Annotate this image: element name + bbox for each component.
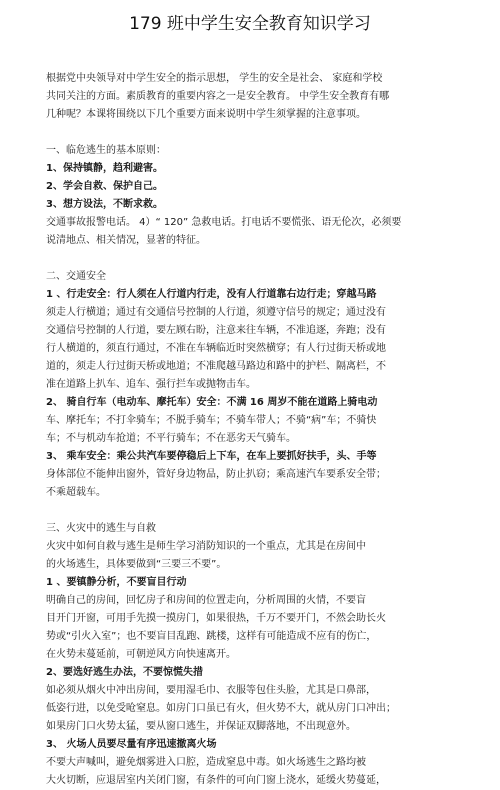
- text-line: 1 、要镇静分析，不要盲目行动: [46, 577, 187, 588]
- text-line: 不乘超载车。: [46, 487, 106, 498]
- text-line: 交通信号控制的人行道，要左顾右盼，注意来往车辆，不准追逐，奔跑；没有: [46, 325, 386, 336]
- text-line: 3、 火场人员要尽量有序迅速撤离火场: [46, 739, 217, 750]
- text-line: 车；不与机动车抢道；不平行骑车；不在恶劣天气骑车。: [46, 433, 296, 444]
- document-title: 179 班中学生安全教育知识学习: [129, 14, 371, 34]
- text-line: 三、火灾中的逃生与自救: [46, 523, 156, 534]
- text-line: 大火切断，应退居室内关闭门窗，有条件的可向门窗上浇水，延缓火势蔓延，: [46, 775, 386, 786]
- text-line: 1、保持镇静，趋利避害。: [46, 163, 163, 174]
- text-line: 火灾中如何自救与逃生是师生学习消防知识的一个重点，尤其是在房间中: [46, 541, 366, 552]
- text-line: 身体部位不能伸出窗外，管好身边物品，防止扒窃；乘高速汽车要系安全带；: [46, 469, 386, 480]
- text-line: 低姿行进，以免受呛窒息。如房门口虽已有火，但火势不大，就从房门口冲出；: [46, 703, 396, 714]
- text-line: 1 、行走安全：行人须在人行道内行走，没有人行道靠右边行走；穿越马路: [46, 289, 377, 300]
- blank-line: [46, 502, 466, 520]
- text-line: 在火势未蔓延前，可朝逆风方向快速离开。: [46, 649, 236, 660]
- text-line: 一、临危逃生的基本原则：: [46, 145, 166, 156]
- text-line: 的火场逃生，具体要做到“三要三不要”。: [46, 559, 227, 570]
- text-line: 交通事故报警电话。 4）“ 120” 急救电话。打电话不要慌张、语无伦次，必须要: [46, 217, 402, 228]
- text-line: 道的，须走人行过街天桥或地道；不准爬越马路边和路中的护栏、隔离栏，不: [46, 361, 386, 372]
- text-line: 几种呢？本课将围绕以下几个重要方面来说明中学生须掌握的注意事项。: [46, 109, 366, 120]
- text-line: 目开门开窗，可用手先摸一摸房门，如果很热，千万不要开门，不然会助长火: [46, 613, 386, 624]
- text-line: 准在道路上扒车、追车、强行拦车或抛物击车。: [46, 379, 256, 390]
- text-line: 行人横道的，须直行通过，不准在车辆临近时突然横穿；有人行过街天桥或地: [46, 343, 386, 354]
- text-line: 根据党中央领导对中学生安全的指示思想， 学生的安全是社会、 家庭和学校: [46, 73, 383, 84]
- text-line: 2、学会自救、保护自己。: [46, 181, 163, 192]
- text-line: 共同关注的方面。素质教育的重要内容之一是安全教育。 中学生安全教育有哪: [46, 91, 390, 102]
- text-line: 如必须从烟火中冲出房间，要用湿毛巾、衣服等包住头脸，尤其是口鼻部，: [46, 685, 376, 696]
- text-line: 明确自己的房间，回忆房子和房间的位置走向，分析周围的火情，不要盲: [46, 595, 366, 606]
- text-line: 2、要选好逃生办法，不要惊慌失措: [46, 667, 203, 678]
- text-line: 3、 乘车安全：乘公共汽车要停稳后上下车，在车上要抓好扶手，头、手等: [46, 451, 377, 462]
- text-line: 势或“引火入室”；也不要盲目乱跑、跳楼，这样有可能造成不应有的伤亡，: [46, 631, 377, 642]
- text-line: 如果房门口火势太猛，要从窗口逃生，并保证双脚落地，不出现意外。: [46, 721, 356, 732]
- text-line: 二、交通安全: [46, 271, 106, 282]
- text-line: 不要大声喊叫，避免烟雾进入口腔，造成窒息中毒。如火场逃生之路均被: [46, 757, 366, 768]
- text-line: 说清地点、相关情况，显著的特征。: [46, 235, 206, 246]
- text-line: 须走人行横道；通过有交通信号控制的人行道，须遵守信号的规定；通过没有: [46, 307, 386, 318]
- text-line: 3、想方设法，不断求救。: [46, 199, 163, 210]
- text-line: 车、摩托车；不打伞骑车；不脱手骑车；不骑车带人；不骑“病”车；不骑快: [46, 415, 377, 426]
- blank-line: [46, 250, 466, 268]
- text-line: 2、 骑自行车（电动车、摩托车）安全：不满 16 周岁不能在道路上骑电动: [46, 397, 378, 408]
- blank-line: [46, 124, 466, 142]
